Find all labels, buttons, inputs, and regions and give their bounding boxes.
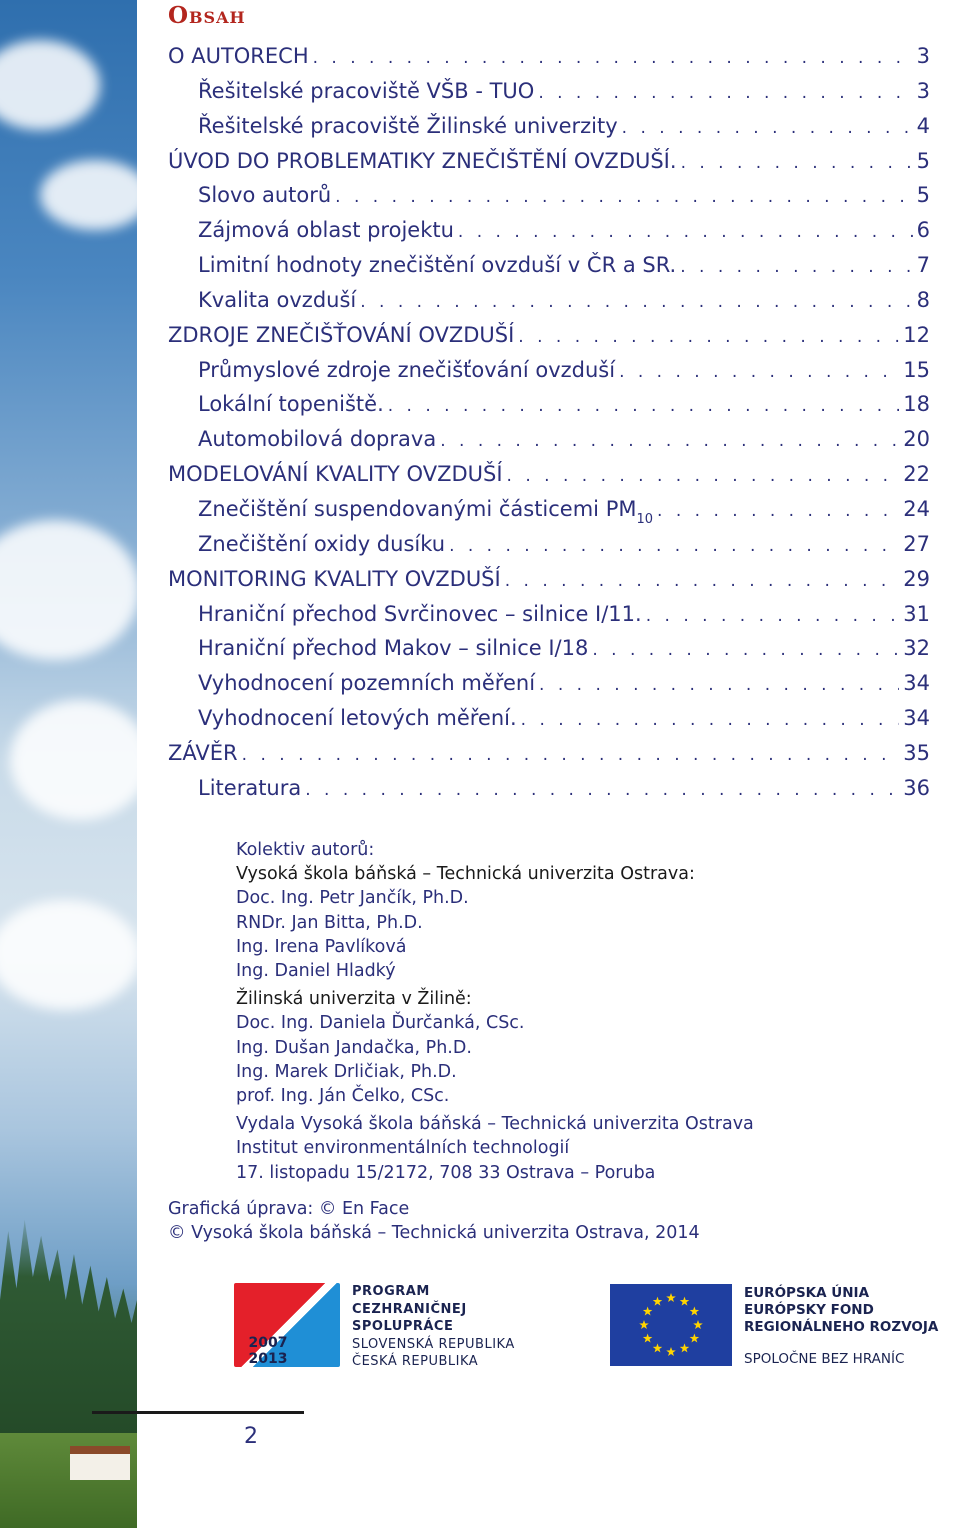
- toc-title: Obsah: [168, 2, 246, 29]
- toc-leader-dots: [305, 780, 899, 800]
- toc-leader-dots: [313, 48, 913, 68]
- toc-leader-dots: [242, 745, 900, 765]
- toc-entry-page: 34: [903, 706, 930, 731]
- eu-flag-icon: [610, 1284, 732, 1366]
- toc-entry[interactable]: [168, 462, 930, 497]
- eu-star-icon: [666, 1347, 676, 1356]
- toc-entry-label: ZÁVĚR: [168, 740, 238, 765]
- toc-leader-dots: [592, 640, 899, 660]
- toc-entry[interactable]: [168, 497, 930, 532]
- toc-leader-dots: [518, 327, 899, 347]
- toc-entry-page: 8: [916, 287, 930, 312]
- toc-entry[interactable]: [168, 532, 930, 567]
- toc-entry[interactable]: [168, 323, 930, 358]
- toc-entry-page: 27: [903, 531, 930, 556]
- toc-leader-dots: [507, 466, 900, 486]
- toc-entry[interactable]: [168, 79, 930, 114]
- eu-star-icon: [680, 1297, 690, 1306]
- toc-entry[interactable]: [168, 636, 930, 671]
- toc-entry[interactable]: [168, 253, 930, 288]
- toc-entry-page: 32: [903, 636, 930, 661]
- toc-entry[interactable]: [168, 114, 930, 149]
- eu-star-icon: [690, 1307, 700, 1316]
- toc-entry-page: 29: [903, 566, 930, 591]
- credits-intro: Kolektiv autorů:: [236, 840, 375, 860]
- uniza-author: Ing. Marek Drličiak, Ph.D.: [236, 1061, 457, 1082]
- toc-leader-dots: [657, 501, 899, 521]
- toc-entry-label: Znečištění suspendovanými částicemi $PM_{10}$: [198, 496, 654, 527]
- vsb-author: Doc. Ing. Petr Jančík, Ph.D.: [236, 888, 469, 909]
- eu-star-icon: [690, 1334, 700, 1343]
- publisher-line: Vydala Vysoká škola báňská – Technická univerzita Ostrava: [236, 1114, 754, 1135]
- toc-entry-page: 6: [916, 218, 930, 243]
- toc-entry-label: Řešitelské pracoviště VŠB - TUO: [198, 78, 535, 103]
- toc-entry-page: 24: [903, 496, 930, 521]
- toc-leader-dots: [458, 222, 913, 242]
- toc-leader-dots: [619, 362, 899, 382]
- vsb-heading: Vysoká škola báňská – Technická univerzita Ostrava:: [236, 864, 695, 885]
- toc-leader-dots: [388, 396, 900, 416]
- toc-leader-dots: [538, 83, 912, 103]
- uniza-author: prof. Ing. Ján Čelko, CSc.: [236, 1086, 450, 1107]
- toc-entry[interactable]: [168, 741, 930, 776]
- toc-leader-dots: [622, 118, 913, 138]
- toc-entry-label: ÚVOD DO PROBLEMATIKY ZNEČIŠTĚNÍ OVZDUŠÍ.: [168, 148, 677, 173]
- toc-entry-subscript: 10: [636, 511, 654, 527]
- toc-entry[interactable]: [168, 567, 930, 602]
- publisher-line: 17. listopadu 15/2172, 708 33 Ostrava – Poruba: [236, 1162, 656, 1183]
- toc-entry[interactable]: [168, 149, 930, 184]
- toc-entry-page: 5: [916, 148, 930, 173]
- toc-entry-label: Literatura: [198, 775, 302, 800]
- farmhouse: [70, 1446, 130, 1480]
- toc-leader-dots: [335, 187, 912, 207]
- eu-star-icon: [643, 1334, 653, 1343]
- toc-entry-label: Znečištění oxidy dusíku: [198, 531, 446, 556]
- eu-logo: [610, 1283, 960, 1373]
- toc-entry[interactable]: [168, 671, 930, 706]
- toc-entry-page: 3: [916, 78, 930, 103]
- vsb-author: Ing. Daniel Hladký: [236, 961, 396, 982]
- toc-entry-page: 31: [903, 601, 930, 626]
- toc-entry-page: 20: [903, 427, 930, 452]
- toc-entry-page: 35: [903, 740, 930, 765]
- graphic-design-credit: Grafická úprava: © En Face: [168, 1199, 410, 1219]
- program-text: PROGRAM CEZHRANIČNEJ SPOLUPRÁCE SLOVENSKÁ REPUBLIKA ČESKÁ REPUBLIKA: [352, 1284, 515, 1369]
- toc-entry-label: Lokální topeniště.: [198, 392, 384, 417]
- toc-entry[interactable]: [168, 776, 930, 811]
- publisher-line: Institut environmentálních technologií: [236, 1138, 570, 1159]
- toc-leader-dots: [539, 675, 899, 695]
- toc-entry-label: MONITORING KVALITY OVZDUŠÍ: [168, 566, 501, 591]
- toc-leader-dots: [646, 606, 900, 626]
- footer-rule: [92, 1411, 304, 1414]
- eu-star-icon: [680, 1343, 690, 1352]
- table-of-contents: [168, 44, 930, 811]
- toc-entry-page: 3: [916, 44, 930, 68]
- credits: [236, 838, 754, 1185]
- vsb-author: RNDr. Jan Bitta, Ph.D.: [236, 912, 423, 933]
- uniza-author: Ing. Dušan Jandačka, Ph.D.: [236, 1037, 472, 1058]
- page-number: 2: [244, 1424, 258, 1449]
- toc-entry-label: MODELOVÁNÍ KVALITY OVZDUŠÍ: [168, 462, 503, 487]
- toc-entry-label: Zájmová oblast projektu: [198, 218, 454, 243]
- toc-entry-label: Slovo autorů: [198, 183, 332, 208]
- toc-leader-dots: [680, 257, 912, 277]
- toc-entry-label: Automobilová doprava: [198, 427, 437, 452]
- toc-entry[interactable]: [168, 218, 930, 253]
- eu-slogan: SPOLOČNE BEZ HRANÍC: [744, 1351, 905, 1367]
- toc-entry[interactable]: [168, 392, 930, 427]
- toc-entry-label: Kvalita ovzduší: [198, 287, 357, 312]
- toc-entry-page: 18: [903, 392, 930, 417]
- toc-entry-page: 5: [916, 183, 930, 208]
- eu-star-icon: [643, 1307, 653, 1316]
- toc-entry[interactable]: [168, 602, 930, 637]
- toc-leader-dots: [440, 431, 899, 451]
- toc-entry[interactable]: [168, 358, 930, 393]
- program-logo: [234, 1283, 564, 1373]
- toc-entry[interactable]: [168, 706, 930, 741]
- eu-star-icon: [653, 1297, 663, 1306]
- toc-entry[interactable]: [168, 44, 930, 79]
- side-landscape-photo: [0, 0, 137, 1528]
- toc-entry-label: Průmyslové zdroje znečišťování ovzduší: [198, 357, 616, 382]
- toc-entry-page: 36: [903, 775, 930, 800]
- toc-entry-label: Řešitelské pracoviště Žilinské univerzity: [198, 113, 618, 138]
- toc-entry-page: 34: [903, 671, 930, 696]
- toc-entry-page: 15: [903, 357, 930, 382]
- eu-star-icon: [666, 1293, 676, 1302]
- uniza-author: Doc. Ing. Daniela Ďurčanká, CSc.: [236, 1013, 525, 1034]
- copyright-notice: © Vysoká škola báňská – Technická univerzita Ostrava, 2014: [168, 1223, 700, 1244]
- imprint: [168, 1197, 700, 1245]
- eu-star-icon: [653, 1343, 663, 1352]
- toc-entry-label: ZDROJE ZNEČIŠŤOVÁNÍ OVZDUŠÍ: [168, 322, 515, 347]
- eu-star-icon: [639, 1320, 649, 1329]
- toc-entry-page: 4: [916, 113, 930, 138]
- toc-entry-page: 22: [903, 462, 930, 487]
- toc-entry-label: Vyhodnocení pozemních měření: [198, 671, 536, 696]
- uniza-heading: Žilinská univerzita v Žilině:: [236, 989, 472, 1010]
- toc-entry-label: Hraniční přechod Makov – silnice I/18: [198, 636, 589, 661]
- toc-entry[interactable]: [168, 288, 930, 323]
- toc-leader-dots: [505, 571, 900, 591]
- vsb-author: Ing. Irena Pavlíková: [236, 936, 407, 957]
- toc-entry-label: Hraniční přechod Svrčinovec – silnice I/11.: [198, 601, 642, 626]
- toc-entry[interactable]: [168, 183, 930, 218]
- eu-stars-icon: [610, 1284, 732, 1366]
- eu-star-icon: [693, 1320, 703, 1329]
- toc-leader-dots: [521, 710, 900, 730]
- toc-entry-label: Limitní hodnoty znečištění ovzduší v ČR a SR.: [198, 253, 677, 278]
- toc-entry-label: Vyhodnocení letových měření.: [198, 706, 517, 731]
- toc-leader-dots: [449, 536, 899, 556]
- toc-entry[interactable]: [168, 427, 930, 462]
- toc-entry-page: 7: [916, 253, 930, 278]
- toc-leader-dots: [681, 153, 913, 173]
- eu-text: EURÓPSKA ÚNIA EURÓPSKY FOND REGIONÁLNEHO ROZVOJA: [744, 1285, 939, 1335]
- toc-entry-label: O AUTORECH: [168, 44, 309, 68]
- toc-leader-dots: [360, 292, 912, 312]
- toc-entry-page: 12: [903, 322, 930, 347]
- program-years: 2007 2013: [248, 1335, 288, 1367]
